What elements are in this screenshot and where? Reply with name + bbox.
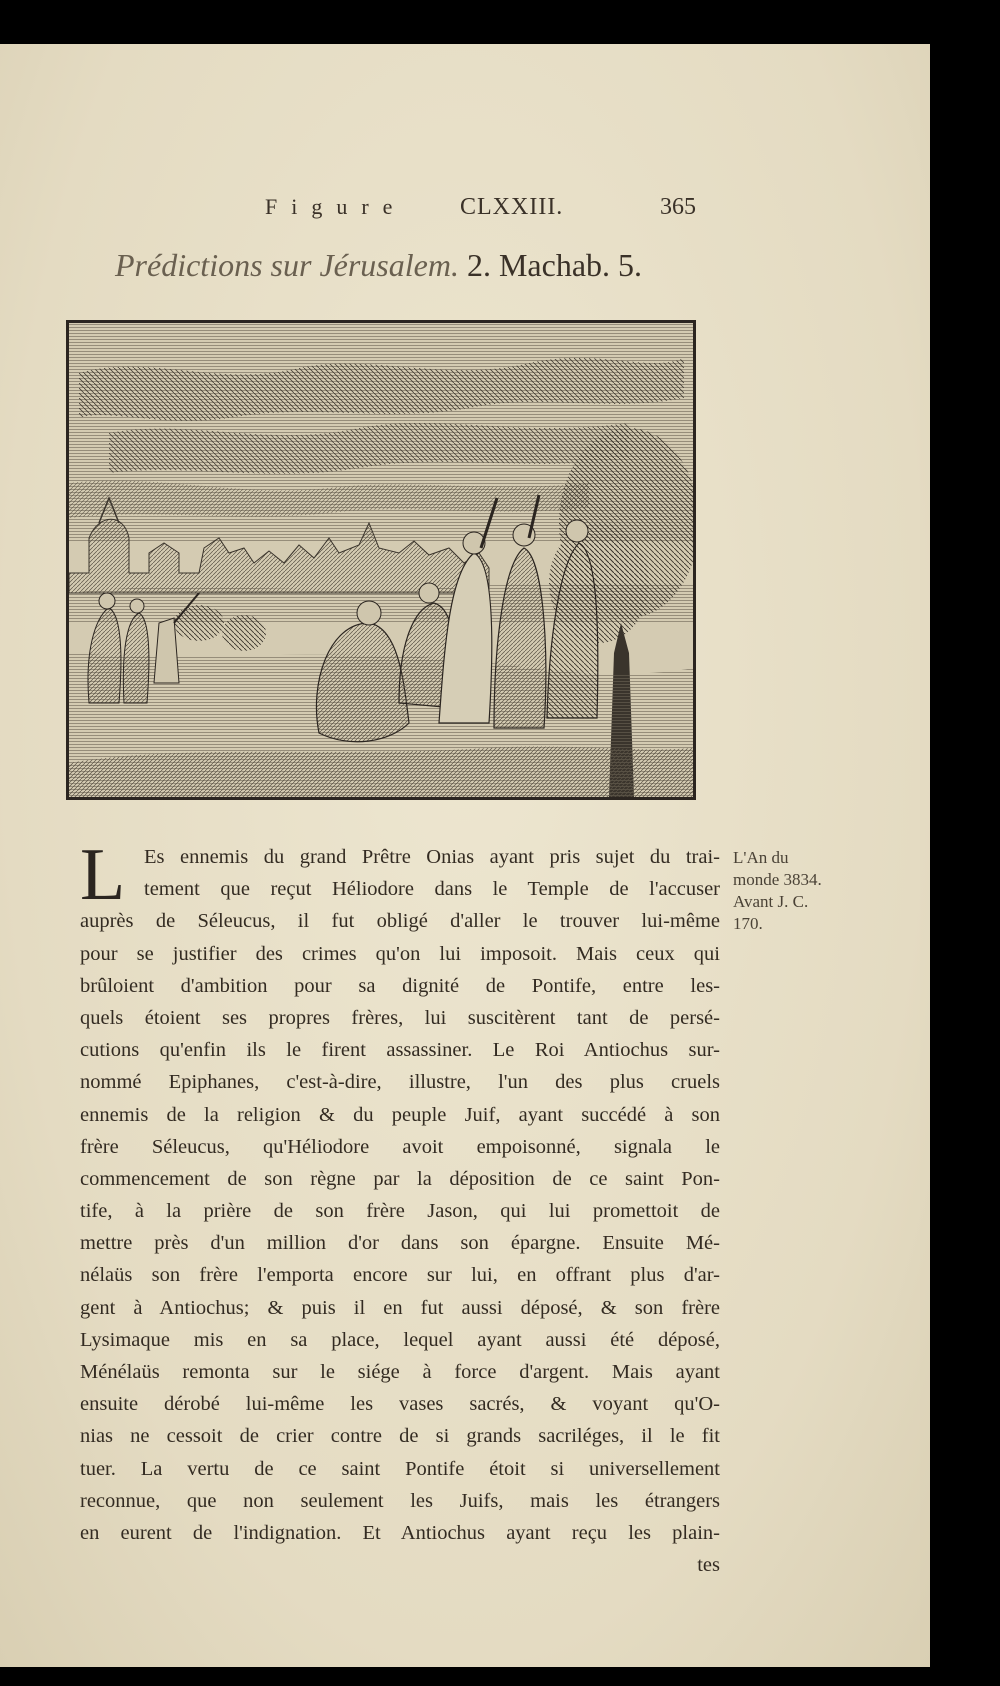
text-line: tife, à la prière de son frère Jason, qui lui promettoit de	[80, 1200, 720, 1223]
text-line: nélaüs son frère l'emporta encore sur lui, en offrant plus d'ar-	[80, 1264, 720, 1287]
text-line: reconnue, que non seulement les Juifs, mais les étrangers	[80, 1489, 720, 1512]
text-line: nias ne cessoit de crier contre de si grands sacriléges, il le fit	[80, 1425, 720, 1448]
text-line: brûloient d'ambition pour sa dignité de Pontife, entre les-	[80, 974, 720, 997]
subtitle-reference: 2. Machab. 5.	[466, 247, 643, 283]
text-line: frère Séleucus, qu'Héliodore avoit empoisonné, signala le	[80, 1135, 720, 1158]
text-line: en eurent de l'indignation. Et Antiochus ayant reçu les plain-	[80, 1521, 720, 1544]
page-number: 365	[660, 194, 696, 220]
text-line: commencement de son règne par la déposition de ce saint Pon-	[80, 1167, 720, 1190]
text-line: Es ennemis du grand Prêtre Onias ayant pris sujet du trai-	[144, 846, 720, 868]
plate-subtitle	[115, 247, 642, 284]
text-line: ensuite dérobé lui-même les vases sacrés, & voyant qu'O-	[80, 1393, 720, 1416]
text-line: ennemis de la religion & du peuple Juif, ayant succédé à son	[80, 1103, 720, 1126]
catchword: tes	[697, 1554, 720, 1577]
margin-note-line: Avant J. C.	[733, 892, 809, 911]
margin-note-line: 170.	[733, 914, 763, 933]
margin-note-line: L'An du	[733, 848, 789, 867]
engraving-icon	[69, 323, 693, 797]
text-line: mettre près d'un million d'or dans son épargne. Ensuite Mé-	[80, 1232, 720, 1255]
text-line: nommé Epiphanes, c'est-à-dire, illustre, l'un des plus cruels	[80, 1071, 720, 1094]
text-line: quels étoient ses propres frères, lui suscitèrent tant de persé-	[80, 1006, 720, 1029]
text-line: Lysimaque mis en sa place, lequel ayant aussi été déposé,	[80, 1328, 720, 1351]
subtitle-italic: Prédictions sur Jérusalem.	[115, 247, 459, 283]
engraving-illustration	[66, 320, 696, 800]
text-line: cutions qu'enfin ils le firent assassiner. Le Roi Antiochus sur-	[80, 1039, 720, 1062]
drop-cap: L	[80, 834, 126, 916]
margin-note-line: monde 3834.	[733, 870, 822, 889]
text-line: pour se justifier des crimes qu'on lui imposoit. Mais ceux qui	[80, 942, 720, 965]
text-line: gent à Antiochus; & puis il en fut aussi déposé, & son frère	[80, 1296, 720, 1319]
figure-label: Figure	[265, 194, 407, 219]
figure-number: CLXXIII.	[460, 194, 564, 220]
text-line: Ménélaüs remonta sur le siége à force d'argent. Mais ayant	[80, 1361, 720, 1383]
text-line: tement que reçut Héliodore dans le Temple de l'accuser	[144, 878, 720, 901]
running-head	[0, 194, 930, 224]
body-text	[80, 834, 720, 1581]
margin-note	[733, 847, 853, 935]
text-line: auprès de Séleucus, il fut obligé d'aller le trouver lui-même	[80, 910, 720, 933]
text-line: tuer. La vertu de ce saint Pontife étoit si universellement	[80, 1457, 720, 1480]
text-lines	[80, 834, 720, 1581]
book-page	[0, 44, 930, 1667]
